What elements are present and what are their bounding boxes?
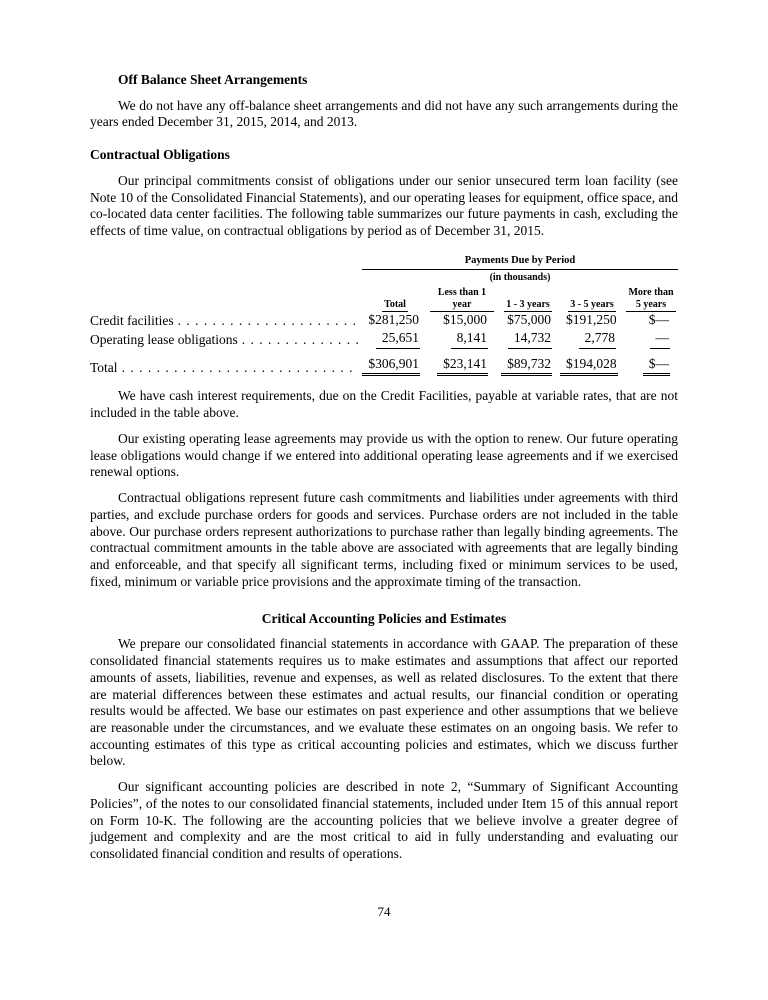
dot-leader (122, 360, 358, 377)
paragraph-contractual-2: We have cash interest requirements, due on the Credit Facilities, payable at variable rates, that are not included in the table above. (90, 388, 678, 421)
cell-1-3-years (496, 356, 560, 377)
cell-1-3-years (496, 330, 560, 349)
heading-off-balance-sheet: Off Balance Sheet Arrangements (118, 72, 308, 87)
cell-less-than-1-year (428, 312, 496, 330)
table-row-total (90, 356, 678, 377)
column-header-more-than-5-years (624, 284, 678, 312)
row-label-cell (90, 356, 362, 377)
cell-value: $306,901 (362, 356, 420, 377)
table-blank (90, 269, 362, 284)
table-title: Payments Due by Period (362, 254, 678, 270)
row-label-cell (90, 330, 362, 349)
paragraph-contractual-4: Contractual obligations represent future cash commitments and liabilities under agreements with third parties, and exclude purchase orders for goods and services. Purchase orders are not included in the table above. Our purchase orders represent authorizations to purchase rather than legally binding agreements. The contractual commitment amounts in the table above are associated with agreements that are legally binding and enforceable, and that specify all significant terms, including fixed or minimum services to be used, fixed, minimum or variable price provisions and the approximate timing of the transaction. (90, 490, 678, 589)
cell-value: $23,141 (437, 356, 488, 377)
row-label-cell (90, 312, 362, 330)
paragraph-contractual-3: Our existing operating lease agreements may provide us with the option to renew. Our future operating lease obligations would change if we entered into additional operating lease agreements and if we exercised renewal options. (90, 430, 678, 480)
paragraph-contractual-1: Our principal commitments consist of obligations under our senior unsecured term loan facility (see Note 10 of the Consolidated Financial Statements), and our operating leases for equipment, office space, and co-located data center facilities. The following table summarizes our future payments in cash, excluding the effects of time value, on contractual obligations by period as of December 31, 2015. (90, 172, 678, 239)
row-label: Total (90, 359, 118, 375)
table-units-note: (in thousands) (489, 271, 551, 283)
row-label: Operating lease obligations (90, 332, 238, 348)
column-header-label: Less than 1 year (430, 287, 494, 312)
cell-value: — (650, 330, 671, 349)
column-header-3-5-years (560, 284, 624, 312)
cell-more-than-5-years (624, 356, 678, 377)
cell-3-5-years (560, 312, 624, 330)
cell-3-5-years (560, 330, 624, 349)
payments-due-table (90, 254, 678, 377)
table-row-credit-facilities (90, 312, 678, 330)
cell-value: $89,732 (501, 356, 552, 377)
cell-1-3-years (496, 312, 560, 330)
cell-value: $— (648, 312, 669, 328)
cell-value: 14,732 (508, 330, 552, 349)
paragraph-off-balance: We do not have any off-balance sheet arrangements and did not have any such arrangements during the years ended December 31, 2015, 2014, and 2013. (90, 97, 678, 130)
table-corner-blank (90, 254, 362, 270)
heading-critical-accounting: Critical Accounting Policies and Estimates (261, 610, 507, 626)
cell-value: 2,778 (579, 330, 616, 349)
cell-more-than-5-years (624, 330, 678, 349)
cell-total (362, 330, 428, 349)
row-label: Credit facilities (90, 313, 174, 329)
cell-value: $75,000 (507, 312, 551, 328)
paragraph-critical-1: We prepare our consolidated financial statements in accordance with GAAP. The preparation of these consolidated financial statements requires us to make estimates and assumptions that affect our reported amounts of assets, liabilities, revenue and expenses, as well as related disclosures. To the extent that there are material differences between these estimates and actual results, our financial condition or operating results would be affected. We base our estimates on past experience and other assumptions that we believe are reasonable under the circumstances, and we evaluate these estimates on an ongoing basis. We refer to accounting estimates of this type as critical accounting policies and estimates, which we discuss further below. (90, 636, 678, 769)
paragraph-critical-2: Our significant accounting policies are described in note 2, “Summary of Significant Accounting Policies”, of the notes to our consolidated financial statements, included under Item 15 of this annual report on Form 10-K. The following are the accounting policies that we believe involve a greater degree of judgement and complexity and are the most critical to aid in fully understanding and evaluating our consolidated financial condition and results of operations. (90, 779, 678, 862)
cell-value: $15,000 (443, 312, 487, 328)
cell-total (362, 356, 428, 377)
dot-leader (178, 313, 358, 330)
cell-value: $281,250 (368, 312, 419, 328)
cell-value: $191,250 (566, 312, 617, 328)
heading-contractual-obligations: Contractual Obligations (90, 147, 230, 163)
cell-less-than-1-year (428, 356, 496, 377)
column-header-label: 3 - 5 years (568, 299, 616, 313)
cell-total (362, 312, 428, 330)
cell-more-than-5-years (624, 312, 678, 330)
table-row-operating-lease (90, 330, 678, 349)
cell-value: $— (643, 356, 670, 377)
column-header-less-than-1-year (428, 284, 496, 312)
column-header-label: Total (382, 299, 408, 313)
cell-3-5-years (560, 356, 624, 377)
page-number: 74 (377, 904, 391, 919)
dot-leader (242, 332, 358, 349)
table-spacer-row (90, 349, 678, 356)
column-header-total (362, 284, 428, 312)
column-header-label: 1 - 3 years (504, 299, 552, 313)
column-header-1-3-years (496, 284, 560, 312)
column-header-label: More than 5 years (626, 287, 676, 312)
cell-value: 8,141 (451, 330, 488, 349)
cell-less-than-1-year (428, 330, 496, 349)
cell-value: 25,651 (376, 330, 420, 349)
table-blank (90, 284, 362, 312)
cell-value: $194,028 (560, 356, 618, 377)
